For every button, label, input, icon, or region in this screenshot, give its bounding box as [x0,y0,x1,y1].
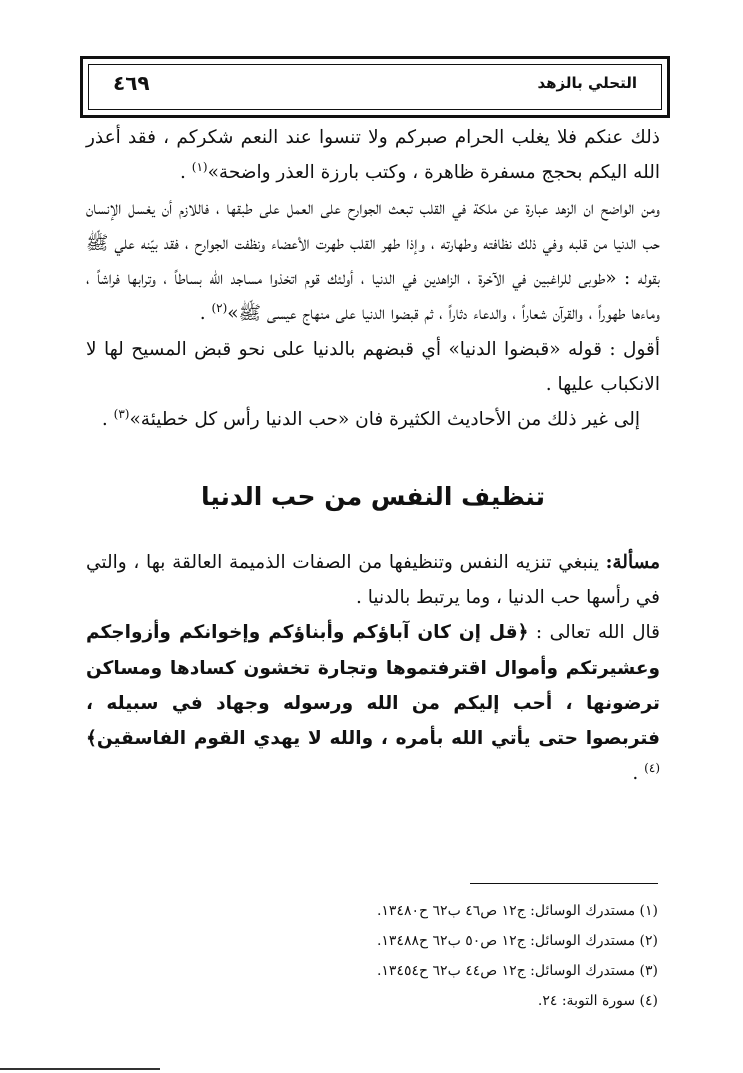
footnote-4: (٤) سورة التوبة: ٢٤. [537,993,658,1009]
footnote-1: (١) مستدرك الوسائل: ج١٢ ص٤٦ ب٦٢ ح١٣٤٨٠. [376,903,658,919]
masala-label: مسألة: [605,551,660,573]
quran-verse: ﴿قل إن كان آباؤكم وأبناؤكم وإخوانكم وأزواجكم وعشيرتكم وأموال اقترفتموها وتجارة تخشون كسادها ومساكن ترضونها ، أحب إليكم من الله ورسوله وجهاد في سبيله ، فتربصوا حتى يأتي الله بأمره ، والله لا يهدي القوم الفاسقين﴾ [86,622,660,750]
footnote-ref-3[interactable]: (٣) [113,407,130,422]
section-heading: تنظيف النفس من حب الدنيا [200,481,546,511]
page-header [80,56,670,118]
paragraph-1: ذلك عنكم فلا يغلب الحرام صبركم ولا تنسوا عند النعم شكركم ، فقد أعذر الله اليكم بحجج مسفرة ظاهرة ، وكتب بارزة العذر واضحة»$^{(١)}$ . [86,127,660,184]
footnote-ref-2[interactable]: (٢) [211,301,228,316]
paragraph-5: مسألة: ينبغي تنزيه النفس وتنظيفها من الصفات الذميمة العالقة بها ، والتي في رأسها حب الدنيا ، وما يرتبط بالدنيا . [86,551,660,608]
footnotes [300,896,658,1016]
running-title: التحلي بالزهد [537,74,637,92]
footnote-ref-1[interactable]: (١) [191,160,208,175]
footnote-ref-4[interactable]: (٤) [644,761,660,776]
footnote-2: (٢) مستدرك الوسائل: ج١٢ ص٥٠ ب٦٢ ح١٣٤٨٨. [376,933,658,949]
main-text [86,120,660,792]
header-inner-border [88,64,662,110]
paragraph-2: ومن الواضح ان الزهد عبارة عن ملكة في القلب تبعث الجوارح على العمل على طبقها ، فاللازم أن يغسل الإنسان حب الدنيا من قلبه وفي ذلك نظافته وطهارته ، وإذا طهر القلب طهرت الأعضاء ونظفت الجوارح ، فقد بيّنه علي ﷺ بقوله : «طوبى للراغبين في الآخرة ، الزاهدين في الدنيا ، أولئك قوم اتخذوا مساجد الله بساطاً ، وترابها فراشاً ، وماءها طهوراً ، والقرآن شعاراً ، والدعاء دثاراً ، ثم قبضوا الدنيا على منهاج عيسى ﷺ»$^{(٢)}$ . [86,197,660,325]
paragraph-3: أقول : قوله «قبضوا الدنيا» أي قبضهم بالدنيا على نحو قبض المسيح لها لا الانكباب عليها . [86,338,660,396]
footnote-separator [470,883,658,884]
bottom-edge-line [0,1068,160,1070]
paragraph-4: إلى غير ذلك من الأحاديث الكثيرة فان «حب الدنيا رأس كل خطيئة»$^{(٣)}$ . [101,407,640,431]
paragraph-6: قال الله تعالى : ﴿قل إن كان آباؤكم وأبناؤكم وإخوانكم وأزواجكم وعشيرتكم وأموال اقترفتموها وتجارة تخشون كسادها ومساكن ترضونها ، أحب إليكم من الله ورسوله وجهاد في سبيله ، فتربصوا حتى يأتي الله بأمره ، والله لا يهدي القوم الفاسقين﴾$^{(٤)}$ . [86,622,661,785]
page-number: ٤٦٩ [113,71,150,95]
footnote-3: (٣) مستدرك الوسائل: ج١٢ ص٤٤ ب٦٢ ح١٣٤٥٤. [376,963,658,979]
